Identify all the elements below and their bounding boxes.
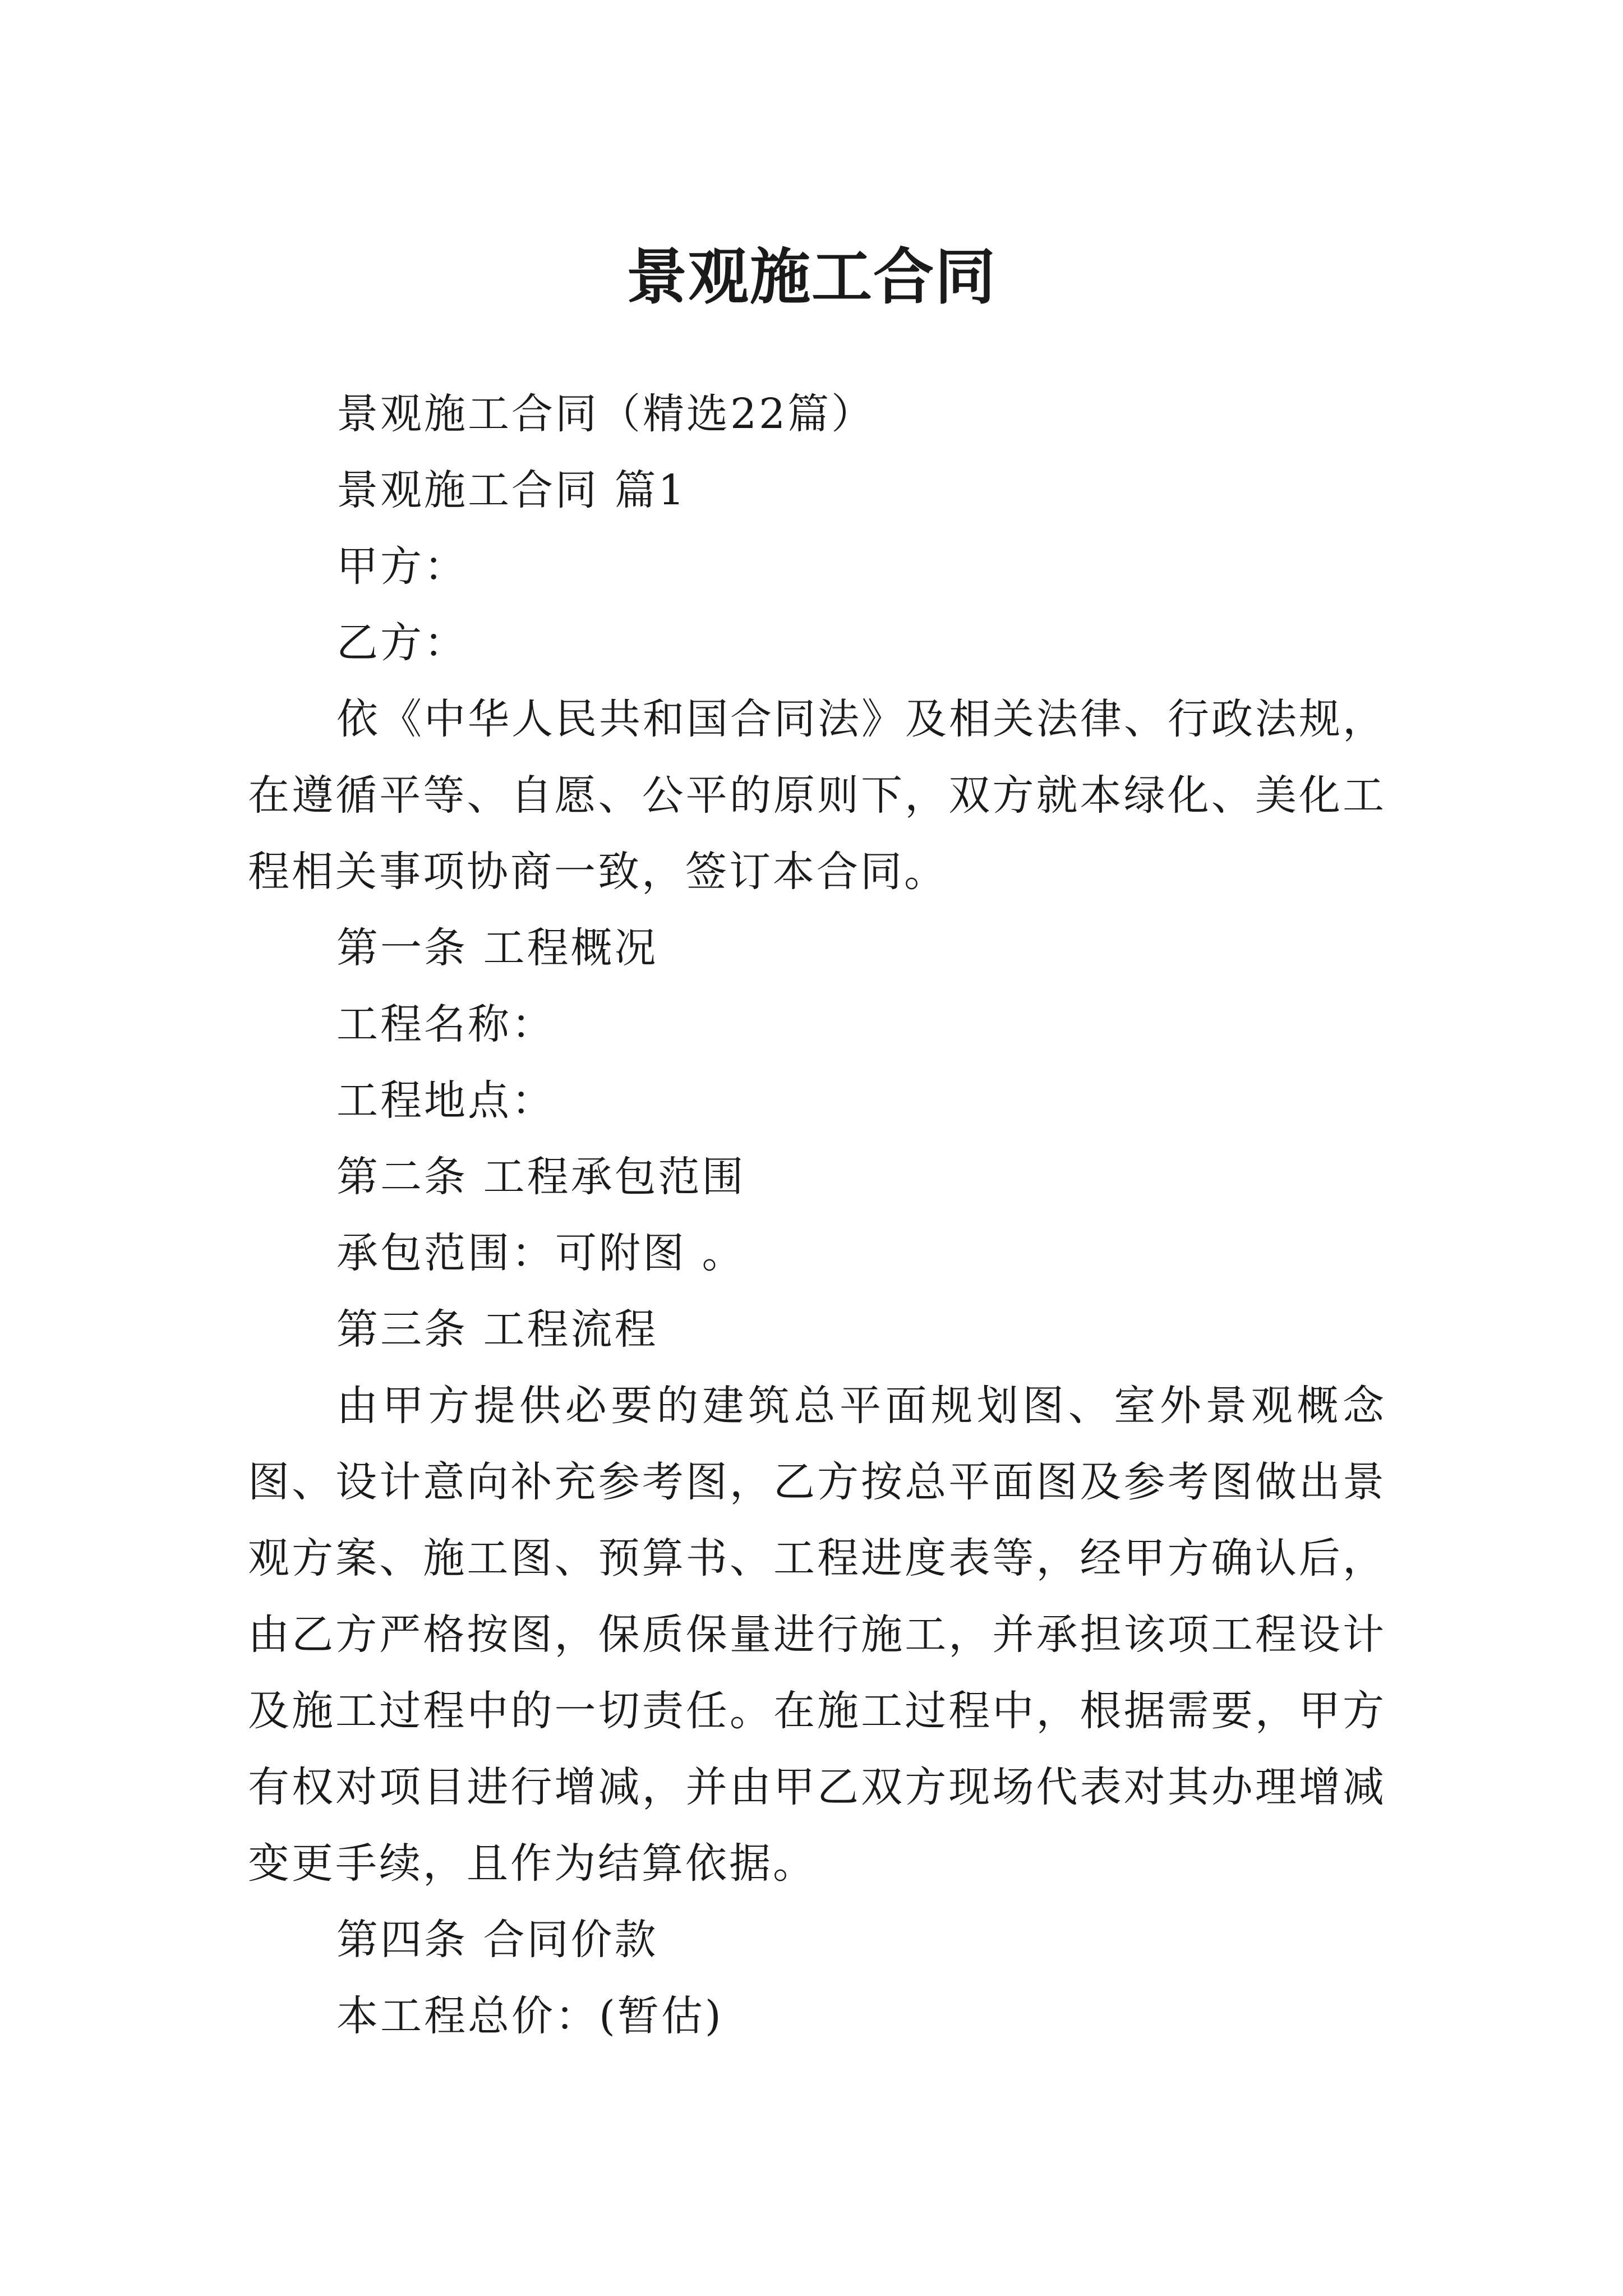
paragraph-party-a: 甲方： — [336, 542, 468, 591]
paragraph-workflow: 由甲方提供必要的建筑总平面规划图、室外景观概念图、设计意向补充参考图，乙方按总平面图及参考图做出景观方案、施工图、预算书、工程进度表等，经甲方确认后，由乙方严格按图，保质保量进行施工，并承担该项工程设计及施工过程中的一切责任。在施工过程中，根据需要，甲方有权对项目进行增减，并由甲乙双方现场代表对其办理增减变更手续，且作为结算依据。 — [248, 1382, 1386, 1888]
paragraph-section-heading: 景观施工合同 篇1 — [336, 466, 687, 514]
document-title: 景观施工合同 — [626, 242, 997, 313]
paragraph-contract-scope: 承包范围：可附图 。 — [336, 1229, 746, 1277]
paragraph-article-3: 第三条 工程流程 — [336, 1305, 658, 1354]
paragraph-article-1: 第一条 工程概况 — [336, 924, 658, 972]
paragraph-subtitle: 景观施工合同（精选22篇） — [336, 390, 875, 438]
paragraph-project-location: 工程地点： — [336, 1076, 555, 1125]
paragraph-project-name: 工程名称： — [336, 1000, 555, 1048]
document-body — [248, 376, 1386, 2054]
paragraph-party-b: 乙方： — [336, 619, 468, 667]
paragraph-preamble: 依《中华人民共和国合同法》及相关法律、行政法规，在遵循平等、自愿、公平的原则下，双方就本绿化、美化工程相关事项协商一致，签订本合同。 — [248, 695, 1386, 896]
paragraph-total-price: 本工程总价：(暂估) — [336, 1992, 723, 2040]
paragraph-article-2: 第二条 工程承包范围 — [336, 1153, 746, 1201]
paragraph-article-4: 第四条 合同价款 — [336, 1916, 658, 1964]
